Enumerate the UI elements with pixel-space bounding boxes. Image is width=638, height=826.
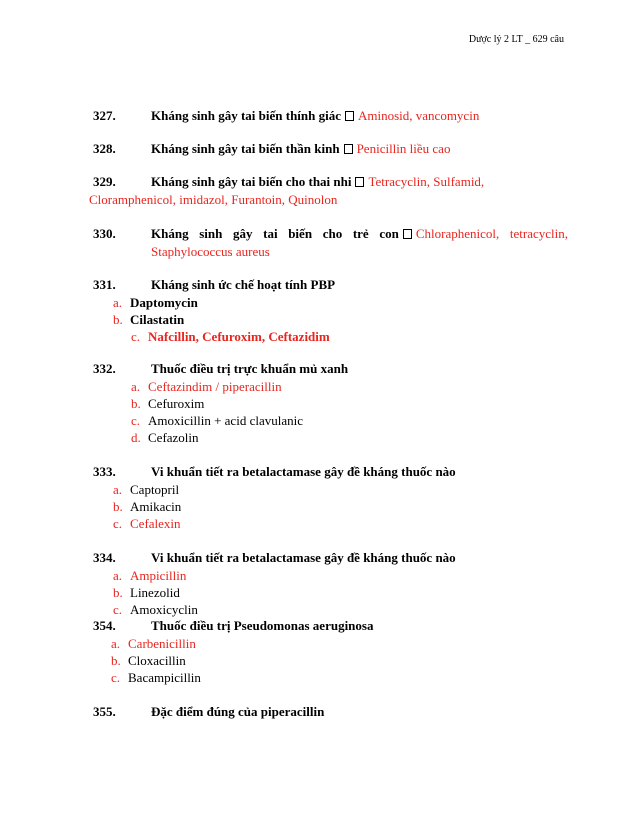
option-b: b. Linezolid xyxy=(113,585,180,600)
option-b: b. Amikacin xyxy=(113,499,182,514)
question-stem: Thuốc điều trị Pseudomonas aeruginosa xyxy=(151,618,374,633)
answer-text: Tetracyclin, Sulfamid, xyxy=(368,174,485,189)
question-number: 333. xyxy=(93,464,116,479)
question-stem: Kháng sinh ức chế hoạt tính PBP xyxy=(151,277,336,292)
question-stem: Kháng sinh gây tai biến thính giác xyxy=(151,108,341,123)
question-number: 332. xyxy=(93,361,116,376)
question-332 xyxy=(93,360,568,446)
option-a: a. Carbenicillin xyxy=(111,636,196,651)
option-d: d. Cefazolin xyxy=(131,430,199,445)
question-stem: Vi khuẩn tiết ra betalactamase gây đề kháng thuốc nào xyxy=(151,550,456,565)
question-355 xyxy=(93,703,568,721)
option-a: a. Ampicillin xyxy=(113,568,187,583)
answer-text: Chloraphenicol, tetracyclin, xyxy=(415,226,568,241)
question-stem: Thuốc điều trị trực khuẩn mủ xanh xyxy=(151,361,349,376)
question-331 xyxy=(93,276,568,345)
answer-text: Aminosid, vancomycin xyxy=(358,108,480,123)
page-header: Dược lý 2 LT _ 629 câu xyxy=(468,34,564,45)
question-number: 354. xyxy=(93,618,116,633)
option-b: b. Cilastatin xyxy=(113,312,185,327)
question-327 xyxy=(93,107,568,125)
question-334 xyxy=(93,549,568,618)
answer-text-continued: Cloramphenicol, imidazol, Furantoin, Quinolon xyxy=(89,192,338,207)
question-number: 331. xyxy=(93,277,116,292)
question-stem: Kháng sinh gây tai biến cho trẻ con xyxy=(151,226,399,241)
arrow-icon xyxy=(355,177,364,187)
option-a: a. Captopril xyxy=(113,482,180,497)
question-number: 334. xyxy=(93,550,116,565)
option-b: b. Cloxacillin xyxy=(111,653,186,668)
question-330 xyxy=(93,225,568,261)
option-c: c. Nafcillin, Cefuroxim, Ceftazidim xyxy=(131,329,330,344)
arrow-icon xyxy=(403,229,412,239)
question-number: 329. xyxy=(93,174,116,189)
question-329 xyxy=(89,173,568,209)
question-number: 330. xyxy=(93,226,116,241)
option-b: b. Cefuroxim xyxy=(131,396,205,411)
question-354 xyxy=(93,617,568,686)
option-a: a. Daptomycin xyxy=(113,295,198,310)
option-c: c. Amoxicillin + acid clavulanic xyxy=(131,413,303,428)
question-stem: Kháng sinh gây tai biến cho thai nhi xyxy=(151,174,352,189)
question-number: 328. xyxy=(93,141,116,156)
option-c: c. Bacampicillin xyxy=(111,670,201,685)
question-328 xyxy=(93,140,568,158)
answer-text: Penicillin liều cao xyxy=(356,141,451,156)
option-c: c. Cefalexin xyxy=(113,516,181,531)
option-c: c. Amoxicyclin xyxy=(113,602,198,617)
option-a: a. Ceftazindim / piperacillin xyxy=(131,379,282,394)
answer-text-continued: Staphylococcus aureus xyxy=(151,244,270,259)
question-333 xyxy=(93,463,568,532)
question-number: 327. xyxy=(93,108,116,123)
question-stem: Đặc điểm đúng của piperacillin xyxy=(151,704,325,719)
question-number: 355. xyxy=(93,704,116,719)
arrow-icon xyxy=(344,144,353,154)
arrow-icon xyxy=(345,111,354,121)
question-stem: Vi khuẩn tiết ra betalactamase gây đề kháng thuốc nào xyxy=(151,464,456,479)
question-stem: Kháng sinh gây tai biến thần kinh xyxy=(151,141,340,156)
